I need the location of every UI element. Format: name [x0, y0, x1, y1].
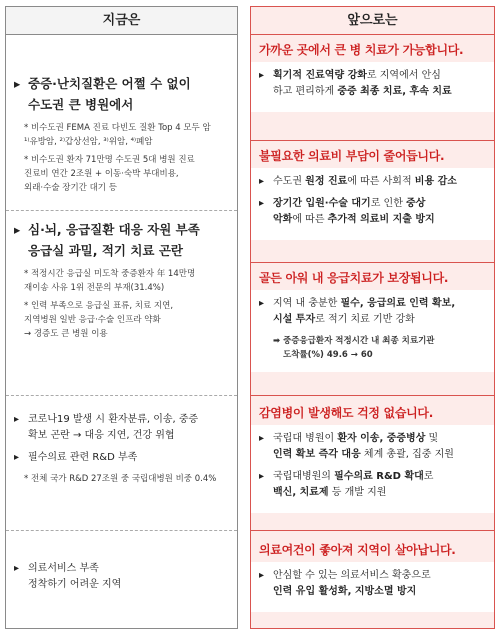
note-line: ➡ 중증응급환자 적정시간 내 최종 치료기관 [273, 336, 435, 346]
left-section-severe-disease [6, 35, 237, 210]
emphasis-text: 필수, 응급의료 인력 확보, [340, 298, 456, 309]
cost-item-waiting [259, 196, 486, 228]
note-line: 진료비 연간 2조원 + 이동·숙박 부대비용, [24, 169, 179, 179]
arrival-rate-note [259, 334, 486, 362]
title-line: 심·뇌, 응급질환 대응 자원 부족 [28, 222, 200, 237]
emphasis-text: 추가적 의료비 지출 방지 [327, 214, 435, 225]
emphasis-text: 백신, 치료제 [273, 487, 329, 498]
right-section-infection [251, 395, 494, 530]
infection-item-rnd [259, 469, 486, 501]
plain-text: 체계 총괄, 집중 지원 [360, 449, 454, 460]
emphasis-text: 필수의료 R&D 확대 [334, 471, 424, 482]
plain-text: 안심할 수 있는 의료서비스 확충으로 [273, 570, 431, 581]
right-header: 앞으로는 [251, 7, 494, 35]
emphasis-text: 획기적 진료역량 강화 [273, 70, 367, 81]
bullet-icon: ▸ [14, 563, 20, 574]
left-section-infection [6, 395, 237, 530]
region-body [251, 562, 494, 612]
note-staff-shortage [14, 299, 229, 341]
note-line: * 비수도권 FEMA 진료 다빈도 질환 Top 4 모두 암 [24, 123, 211, 133]
left-section-emergency [6, 210, 237, 395]
plain-text: 로 [423, 471, 434, 482]
left-header: 지금은 [6, 7, 237, 35]
note-line: ¹⁾유방암, ²⁾갑상선암, ³⁾위암, ⁴⁾폐암 [24, 137, 153, 147]
rnd-item [14, 450, 229, 466]
golden-hour-title: 골든 아워 내 응급치료가 보장됩니다. [259, 271, 449, 285]
plain-text: 지역 내 충분한 [273, 298, 341, 309]
note-line: * 인력 부족으로 응급실 표류, 치료 지연, [24, 301, 174, 311]
emphasis-text: 중증 최종 치료, 후속 치료 [337, 86, 452, 97]
bullet-icon: ▸ [14, 222, 21, 237]
cost-title: 불필요한 의료비 부담이 줄어듭니다. [259, 149, 445, 163]
region-title: 의료여건이 좋아져 지역이 살아납니다. [259, 543, 456, 557]
severe-disease-title [14, 73, 229, 115]
emphasis-text: 장기간 입원·수술 대기 [273, 198, 371, 209]
future-column [250, 6, 495, 629]
bullet-icon: ▸ [259, 570, 265, 581]
title-line: 응급실 과밀, 적기 치료 곤란 [28, 243, 183, 258]
item-line: 확보 곤란 → 대응 지연, 건강 위협 [28, 430, 175, 441]
note-patients [14, 153, 229, 195]
item-line: 코로나19 발생 시 환자분류, 이송, 중증 [28, 414, 199, 425]
emphasis-text: 중상 [406, 198, 426, 209]
bullet-icon: ▸ [14, 452, 20, 463]
plain-text: 국립대 병원이 [273, 433, 338, 444]
emphasis-text: 인력 유입 활성화, 지방소멸 방지 [273, 586, 417, 597]
cost-item-travel [259, 174, 486, 190]
local-treatment-body [251, 62, 494, 112]
infection-title: 감염병이 발생해도 걱정 없습니다. [259, 406, 433, 420]
plain-text: 로 인한 [370, 198, 407, 209]
note-rnd: * 전체 국가 R&D 27조원 중 국립대병원 비중 0.4% [24, 474, 217, 484]
right-section-cost [251, 140, 494, 262]
note-line: * 적정시간 응급실 미도착 중증환자 年 14만명 [24, 269, 196, 279]
bullet-icon: ▸ [14, 414, 20, 425]
plain-text: 로 지역에서 안심 [366, 70, 441, 81]
region-item [259, 568, 486, 600]
title-line: 수도권 큰 병원에서 [28, 97, 134, 112]
note-cancer [14, 121, 229, 149]
emphasis-text: 인력 확보 즉각 대응 [273, 449, 361, 460]
right-section-local-treatment [251, 35, 494, 140]
note-line: * 비수도권 환자 71만명 수도권 5대 병원 진료 [24, 155, 195, 165]
infection-item-hospital [259, 431, 486, 463]
local-treatment-item [259, 68, 486, 100]
local-treatment-title: 가까운 곳에서 큰 병 치료가 가능합니다. [259, 43, 464, 57]
note-line: 재이송 사유 1위 전문의 부재(31.4%) [24, 283, 165, 293]
covid-item [14, 412, 229, 444]
item-line: 정착하기 어려운 지역 [28, 579, 122, 590]
bullet-icon: ▸ [14, 76, 21, 91]
plain-text: 에 따른 사회적 [347, 176, 415, 187]
golden-hour-body [251, 290, 494, 372]
emphasis-text: 환자 이송, 중증병상 [337, 433, 426, 444]
plain-text: 하고 편리하게 [273, 86, 338, 97]
plain-text: 로 적기 치료 기반 강화 [315, 314, 415, 325]
emphasis-text: 악화 [273, 214, 293, 225]
item-line: 의료서비스 부족 [28, 563, 99, 574]
plain-text: 및 [425, 433, 439, 444]
note-emergency-room [14, 267, 229, 295]
plain-text: 국립대병원의 [273, 471, 335, 482]
title-line: 중증·난치질환은 어쩔 수 없이 [28, 76, 191, 91]
infection-body [251, 425, 494, 513]
right-section-golden-hour [251, 262, 494, 395]
emphasis-text: 원정 진료 [305, 176, 348, 187]
emphasis-text: 시설 투자 [273, 314, 316, 325]
right-section-region [251, 530, 494, 628]
emergency-title [14, 219, 229, 261]
bullet-icon: ▸ [259, 70, 265, 81]
emphasis-text: 비용 감소 [414, 176, 457, 187]
note-line: 도착률(%) 49.6 → 60 [283, 350, 373, 360]
plain-text: 수도권 [273, 176, 306, 187]
plain-text: 에 따른 [292, 214, 328, 225]
current-status-column [5, 6, 238, 629]
bullet-icon: ▸ [259, 433, 265, 444]
bullet-icon: ▸ [259, 298, 265, 309]
region-item [14, 561, 229, 593]
golden-hour-item [259, 296, 486, 328]
bullet-icon: ▸ [259, 198, 265, 209]
plain-text: 등 개발 지원 [328, 487, 387, 498]
bullet-icon: ▸ [259, 176, 265, 187]
note-line: 지역병원 일반 응급·수술 인프라 약화 [24, 315, 161, 325]
left-section-region [6, 530, 237, 628]
note-line: → 경증도 큰 병원 이용 [24, 329, 108, 339]
item-line: 필수의료 관련 R&D 부족 [28, 452, 138, 463]
note-line: 외래·수술 장기간 대기 등 [24, 183, 117, 193]
cost-body [251, 168, 494, 240]
bullet-icon: ▸ [259, 471, 265, 482]
